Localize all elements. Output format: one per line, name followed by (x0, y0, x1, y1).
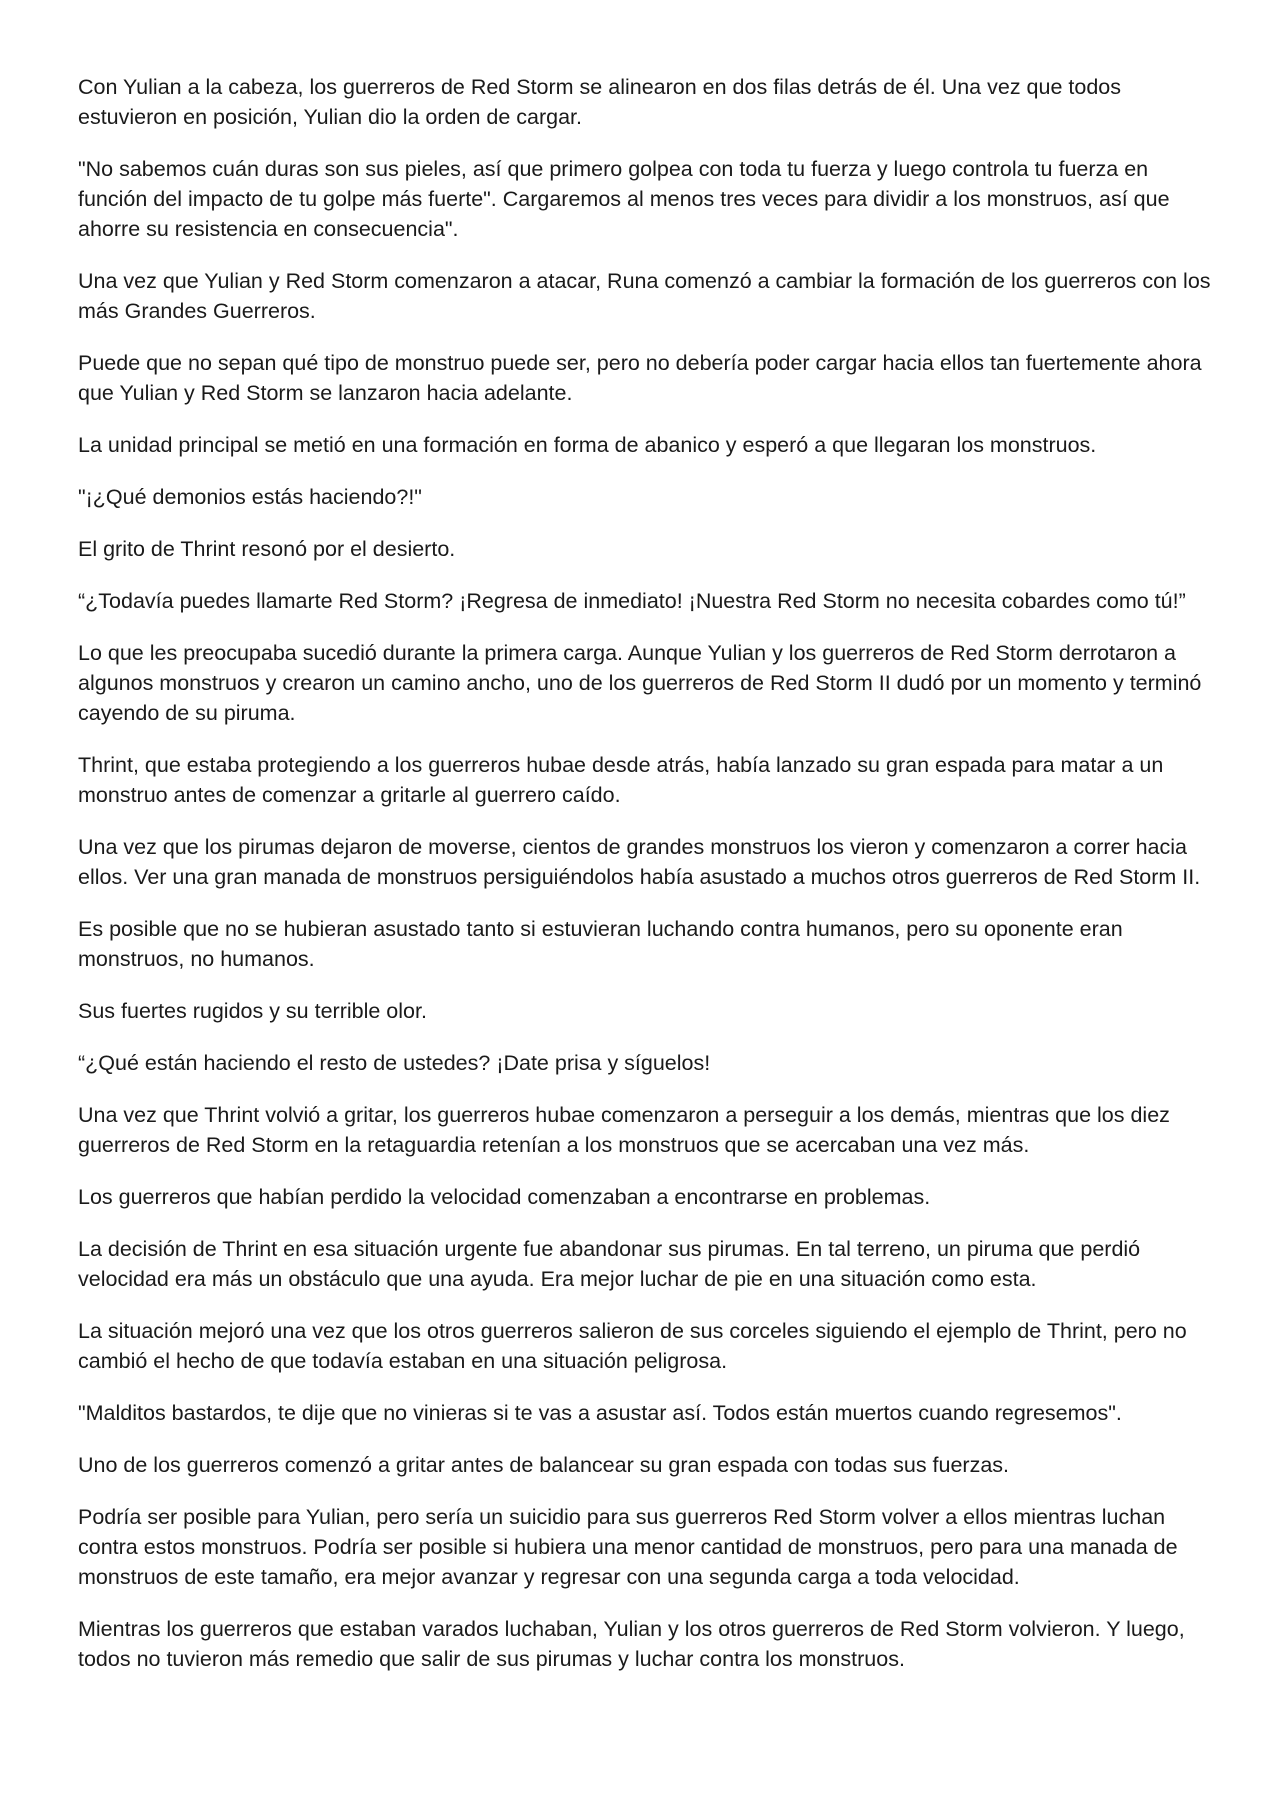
paragraph-5: La unidad principal se metió en una formación en forma de abanico y esperó a que llegaran los monstruos. (78, 433, 1097, 457)
document-body (78, 72, 1218, 1696)
paragraph-18: La situación mejoró una vez que los otros guerreros salieron de sus corceles siguiendo el ejemplo de Thrint, pero no cambió el hecho de que todavía estaban en una situación peligrosa. (78, 1319, 1187, 1373)
paragraph-22: Mientras los guerreros que estaban varados luchaban, Yulian y los otros guerreros de Red Storm volvieron. Y luego, todos no tuvieron más remedio que salir de sus pirumas y luchar contra los monstruos. (78, 1617, 1185, 1671)
paragraph-11: Una vez que los pirumas dejaron de moverse, cientos de grandes monstruos los vieron y comenzaron a correr hacia ellos. Ver una gran manada de monstruos persiguiéndolos había asustado a muchos otros guerreros de Red Storm II. (78, 835, 1201, 889)
paragraph-3: Una vez que Yulian y Red Storm comenzaron a atacar, Runa comenzó a cambiar la formación de los guerreros con los más Grandes Guerreros. (78, 269, 1211, 323)
paragraph-8: “¿Todavía puedes llamarte Red Storm? ¡Regresa de inmediato! ¡Nuestra Red Storm no necesita cobardes como tú!” (78, 589, 1186, 613)
paragraph-9: Lo que les preocupaba sucedió durante la primera carga. Aunque Yulian y los guerreros de Red Storm derrotaron a algunos monstruos y crearon un camino ancho, uno de los guerreros de Red Storm II dudó por un momento y terminó cayendo de su piruma. (78, 641, 1202, 725)
paragraph-6: "¡¿Qué demonios estás haciendo?!" (78, 485, 422, 509)
paragraph-17: La decisión de Thrint en esa situación urgente fue abandonar sus pirumas. En tal terreno, un piruma que perdió velocidad era más un obstáculo que una ayuda. Era mejor luchar de pie en una situación como esta. (78, 1237, 1141, 1291)
paragraph-13: Sus fuertes rugidos y su terrible olor. (78, 999, 427, 1023)
paragraph-10: Thrint, que estaba protegiendo a los guerreros hubae desde atrás, había lanzado su gran espada para matar a un monstruo antes de comenzar a gritarle al guerrero caído. (78, 753, 1164, 807)
paragraph-19: "Malditos bastardos, te dije que no vinieras si te vas a asustar así. Todos están muertos cuando regresemos". (78, 1401, 1122, 1425)
paragraph-1: Con Yulian a la cabeza, los guerreros de Red Storm se alinearon en dos filas detrás de él. Una vez que todos estuvieron en posición, Yulian dio la orden de cargar. (78, 75, 1121, 129)
paragraph-20: Uno de los guerreros comenzó a gritar antes de balancear su gran espada con todas sus fuerzas. (78, 1453, 1010, 1477)
paragraph-14: “¿Qué están haciendo el resto de ustedes? ¡Date prisa y síguelos! (78, 1051, 711, 1075)
paragraph-12: Es posible que no se hubieran asustado tanto si estuvieran luchando contra humanos, pero su oponente eran monstruos, no humanos. (78, 917, 1123, 971)
paragraph-16: Los guerreros que habían perdido la velocidad comenzaban a encontrarse en problemas. (78, 1185, 931, 1209)
paragraph-4: Puede que no sepan qué tipo de monstruo puede ser, pero no debería poder cargar hacia ellos tan fuertemente ahora que Yulian y Red Storm se lanzaron hacia adelante. (78, 351, 1202, 405)
paragraph-21: Podría ser posible para Yulian, pero sería un suicidio para sus guerreros Red Storm volver a ellos mientras luchan contra estos monstruos. Podría ser posible si hubiera una menor cantidad de monstruos, pero para una manada de monstruos de este tamaño, era mejor avanzar y regresar con una segunda carga a toda velocidad. (78, 1505, 1178, 1589)
paragraph-2: "No sabemos cuán duras son sus pieles, así que primero golpea con toda tu fuerza y luego controla tu fuerza en función del impacto de tu golpe más fuerte". Cargaremos al menos tres veces para dividir a los monstruos, así que ahorre su resistencia en consecuencia". (78, 157, 1170, 241)
paragraph-15: Una vez que Thrint volvió a gritar, los guerreros hubae comenzaron a perseguir a los demás, mientras que los diez guerreros de Red Storm en la retaguardia retenían a los monstruos que se acercaban una vez más. (78, 1103, 1170, 1157)
paragraph-7: El grito de Thrint resonó por el desierto. (78, 537, 456, 561)
